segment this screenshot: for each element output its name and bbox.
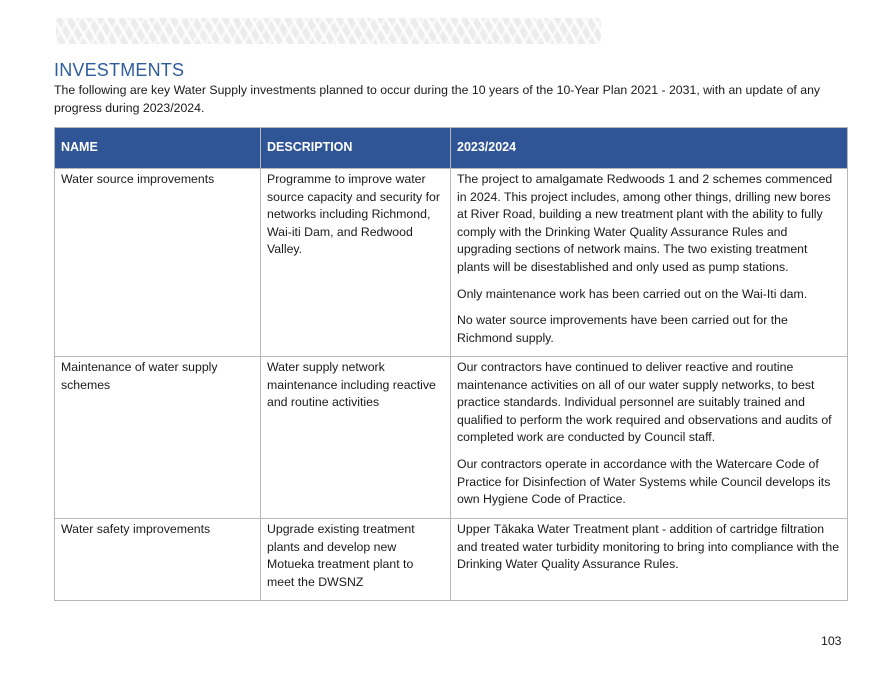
update-paragraph: The project to amalgamate Redwoods 1 and 2 schemes commenced in 2024. This project includes, among other things, drilling new bores at River Road, building a new treatment plant with the ability to fully comply with the Drinking Water Quality Assurance Rules and upgrading sections of network mains. The two existing treatment plants will be disestablished and only used as pump stations. (457, 172, 833, 274)
decorative-header-banner (56, 18, 601, 44)
intro-paragraph: The following are key Water Supply investments planned to occur during the 10 years of the 10-Year Plan 2021 - 2031, with an update of any progress during 2023/2024. (54, 83, 821, 115)
column-header-name: NAME (55, 128, 261, 169)
investments-table (54, 127, 848, 601)
table-header-row (55, 128, 848, 169)
update-paragraph: Only maintenance work has been carried out on the Wai-Iti dam. (457, 286, 808, 301)
row-description-cell: Programme to improve water source capacity and security for networks including Richmond, Wai-iti Dam, and Redwood Valley. (261, 169, 451, 357)
row-description-cell: Water supply network maintenance including reactive and routine activities (261, 357, 451, 519)
row-name-cell: Water source improvements (55, 169, 261, 357)
update-paragraph: Upper Tākaka Water Treatment plant - addition of cartridge filtration and treated water turbidity monitoring to bring into compliance with the Drinking Water Quality Assurance Rules. (457, 522, 840, 572)
row-update-cell (451, 519, 848, 601)
update-paragraph: No water source improvements have been carried out for the Richmond supply. (457, 313, 788, 345)
row-update-cell (451, 169, 848, 357)
column-header-2023-2024: 2023/2024 (451, 128, 848, 169)
update-paragraph: Our contractors have continued to deliver reactive and routine maintenance activities on all of our water supply networks, to best practice standards. Individual personnel are suitably trained and qualified to perform the work required and observations and audits of completed work are conducted by Council staff. (457, 360, 832, 445)
row-update-cell (451, 357, 848, 519)
section-heading: INVESTMENTS (54, 60, 185, 80)
row-description-cell: Upgrade existing treatment plants and develop new Motueka treatment plant to meet the DWSNZ (261, 519, 451, 601)
row-name-cell: Maintenance of water supply schemes (55, 357, 261, 519)
column-header-description: DESCRIPTION (261, 128, 451, 169)
table-row (55, 169, 848, 357)
table-row (55, 519, 848, 601)
table-row (55, 357, 848, 519)
row-name-cell: Water safety improvements (55, 519, 261, 601)
update-paragraph: Our contractors operate in accordance with the Watercare Code of Practice for Disinfection of Water Systems while Council develops its own Hygiene Code of Practice. (457, 456, 831, 507)
page-number: 103 (821, 634, 842, 648)
